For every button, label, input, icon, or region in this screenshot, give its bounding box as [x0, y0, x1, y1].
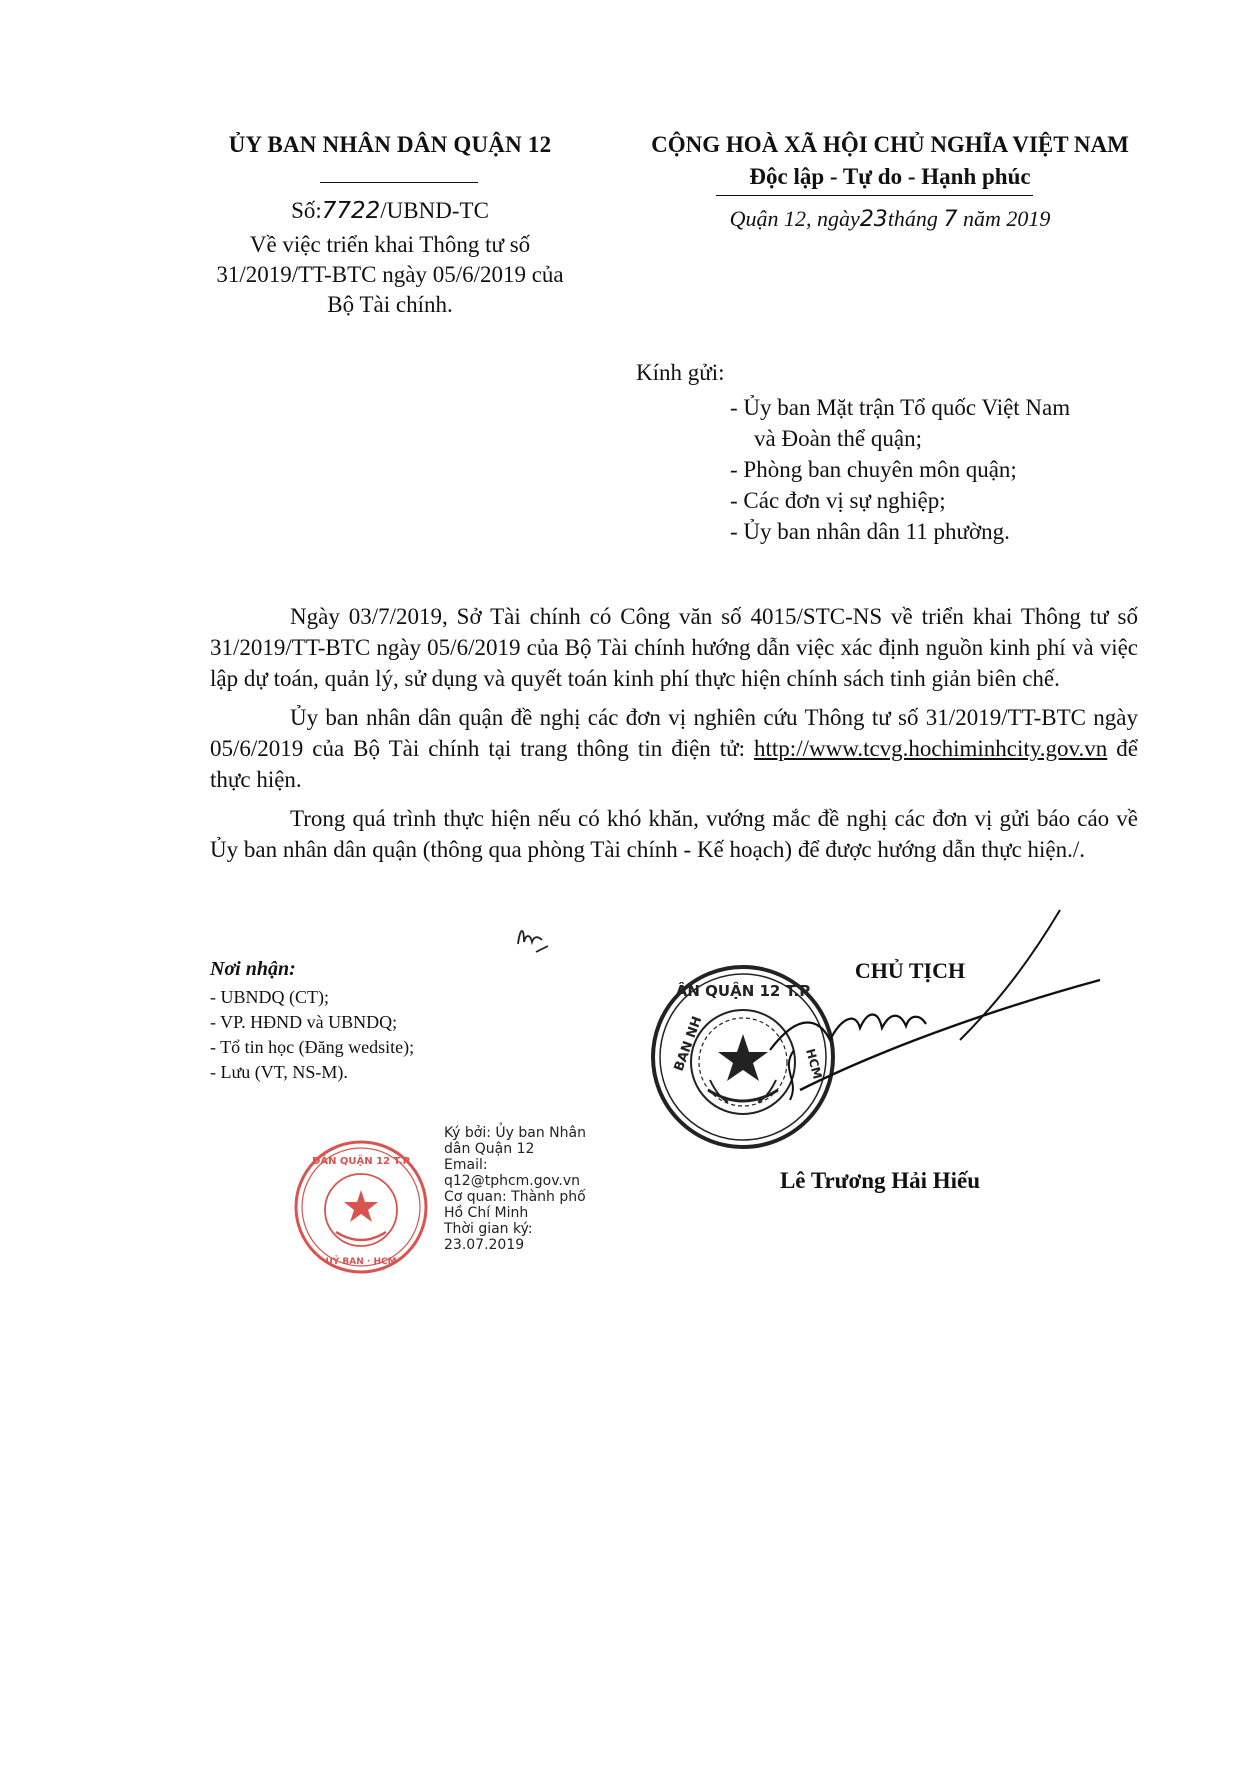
svg-text:HCM: HCM [803, 1047, 825, 1081]
distribution-title: Nơi nhận: [210, 958, 296, 980]
left-header-rule [320, 182, 478, 183]
svg-text:ÂN QUẬN 12 T.P: ÂN QUẬN 12 T.P [675, 982, 811, 1000]
date-prefix: Quận 12, ngày [729, 206, 860, 231]
body-paragraph-2 [210, 702, 1138, 795]
doc-no-suffix: /UBND-TC [380, 198, 489, 223]
digital-sign-line: Ký bởi: Ủy ban Nhân [444, 1125, 586, 1141]
subject-line: 31/2019/TT-BTC ngày 05/6/2019 của [216, 262, 564, 287]
date-day: 23 [859, 207, 888, 232]
body-p2-end: để thực hiện. [210, 736, 1138, 792]
body-paragraph-3: Trong quá trình thực hiện nếu có khó khăn, vướng mắc đề nghị các đơn vị gửi báo cáo về Ủy ban nhân dân quận (thông qua phòng Tài chính - Kế hoạch) để được hướng dẫn thực hiện./. [210, 806, 1138, 862]
recipient-item: - Các đơn vị sự nghiệp; [730, 488, 946, 513]
digital-seal-icon [292, 1138, 430, 1276]
initial-mark-icon [512, 918, 560, 958]
svg-text:DÂN QUẬN 12 T.P: DÂN QUẬN 12 T.P [312, 1156, 410, 1167]
body-paragraph-1: Ngày 03/7/2019, Sở Tài chính có Công văn số 4015/STC-NS về triển khai Thông tư số 31/2019/TT-BTC ngày 05/6/2019 của Bộ Tài chính hướng dẫn việc xác định nguồn kinh phí và việc lập dự toán, quản lý, sử dụng và quyết toán kinh phí thực hiện chính sách tinh giản biên chế. [210, 604, 1138, 691]
digital-sign-line: Hồ Chí Minh [444, 1205, 529, 1221]
digital-sign-line: Thời gian ký: [444, 1221, 533, 1237]
doc-no-prefix: Số: [291, 198, 322, 223]
signer-name: Lê Trương Hải Hiếu [779, 1168, 981, 1193]
subject-line: Về việc triển khai Thông tư số [249, 232, 531, 257]
national-title: CỘNG HOÀ XÃ HỘI CHỦ NGHĨA VIỆT NAM [651, 132, 1129, 157]
national-motto: Độc lập - Tự do - Hạnh phúc [749, 164, 1031, 189]
handwritten-signature-icon [760, 900, 1120, 1130]
document-body [210, 601, 1138, 873]
date-year: năm 2019 [962, 206, 1051, 231]
recipient-item: - Phòng ban chuyên môn quận; [730, 457, 1017, 482]
digital-sign-line: dân Quận 12 [444, 1141, 535, 1157]
svg-text:BAN NH: BAN NH [671, 1014, 706, 1074]
document-number [190, 198, 590, 224]
body-p2-text: Ủy ban nhân dân quận đề nghị các đơn vị nghiên cứu Thông tư số 31/2019/TT-BTC ngày 05/6/2019 của Bộ Tài chính tại trang thông tin điện tử: [210, 705, 1138, 761]
distribution-list [210, 985, 414, 1085]
subject-line: Bộ Tài chính. [327, 292, 453, 317]
recipient-item: - Ủy ban nhân dân 11 phường. [730, 519, 1010, 544]
recipient-item: - Ủy ban Mặt trận Tổ quốc Việt Nam [730, 395, 1071, 420]
digital-signature-info [444, 1125, 634, 1253]
svg-text:UỶ BAN · HCM: UỶ BAN · HCM [325, 1257, 397, 1267]
recipient-item: và Đoàn thể quận; [754, 426, 922, 451]
signer-title: CHỦ TỊCH [854, 958, 966, 983]
recipients-label: Kính gửi: [636, 360, 725, 385]
digital-sign-line: Cơ quan: Thành phố [444, 1189, 586, 1205]
date-month: 7 [943, 207, 958, 232]
digital-sign-line: 23.07.2019 [444, 1237, 525, 1253]
distribution-item: - UBNDQ (CT); [210, 987, 329, 1007]
digital-sign-line: q12@tphcm.gov.vn [444, 1173, 580, 1189]
dateline [610, 206, 1170, 232]
website-link[interactable]: http://www.tcvg.hochiminhcity.gov.vn [754, 736, 1108, 761]
issuing-organization: ỦY BAN NHÂN DÂN QUẬN 12 [228, 132, 552, 157]
date-month-label: tháng [887, 206, 938, 231]
recipients-list [730, 392, 1170, 547]
document-subject [190, 230, 590, 320]
doc-no-handwritten: 7722 [321, 198, 381, 224]
digital-sign-line: Email: [444, 1157, 488, 1173]
distribution-item: - Lưu (VT, NS-M). [210, 1062, 348, 1082]
distribution-item: - Tổ tin học (Đăng wedsite); [210, 1037, 415, 1057]
motto-rule [716, 195, 1033, 196]
distribution-item: - VP. HĐND và UBNDQ; [210, 1012, 398, 1032]
